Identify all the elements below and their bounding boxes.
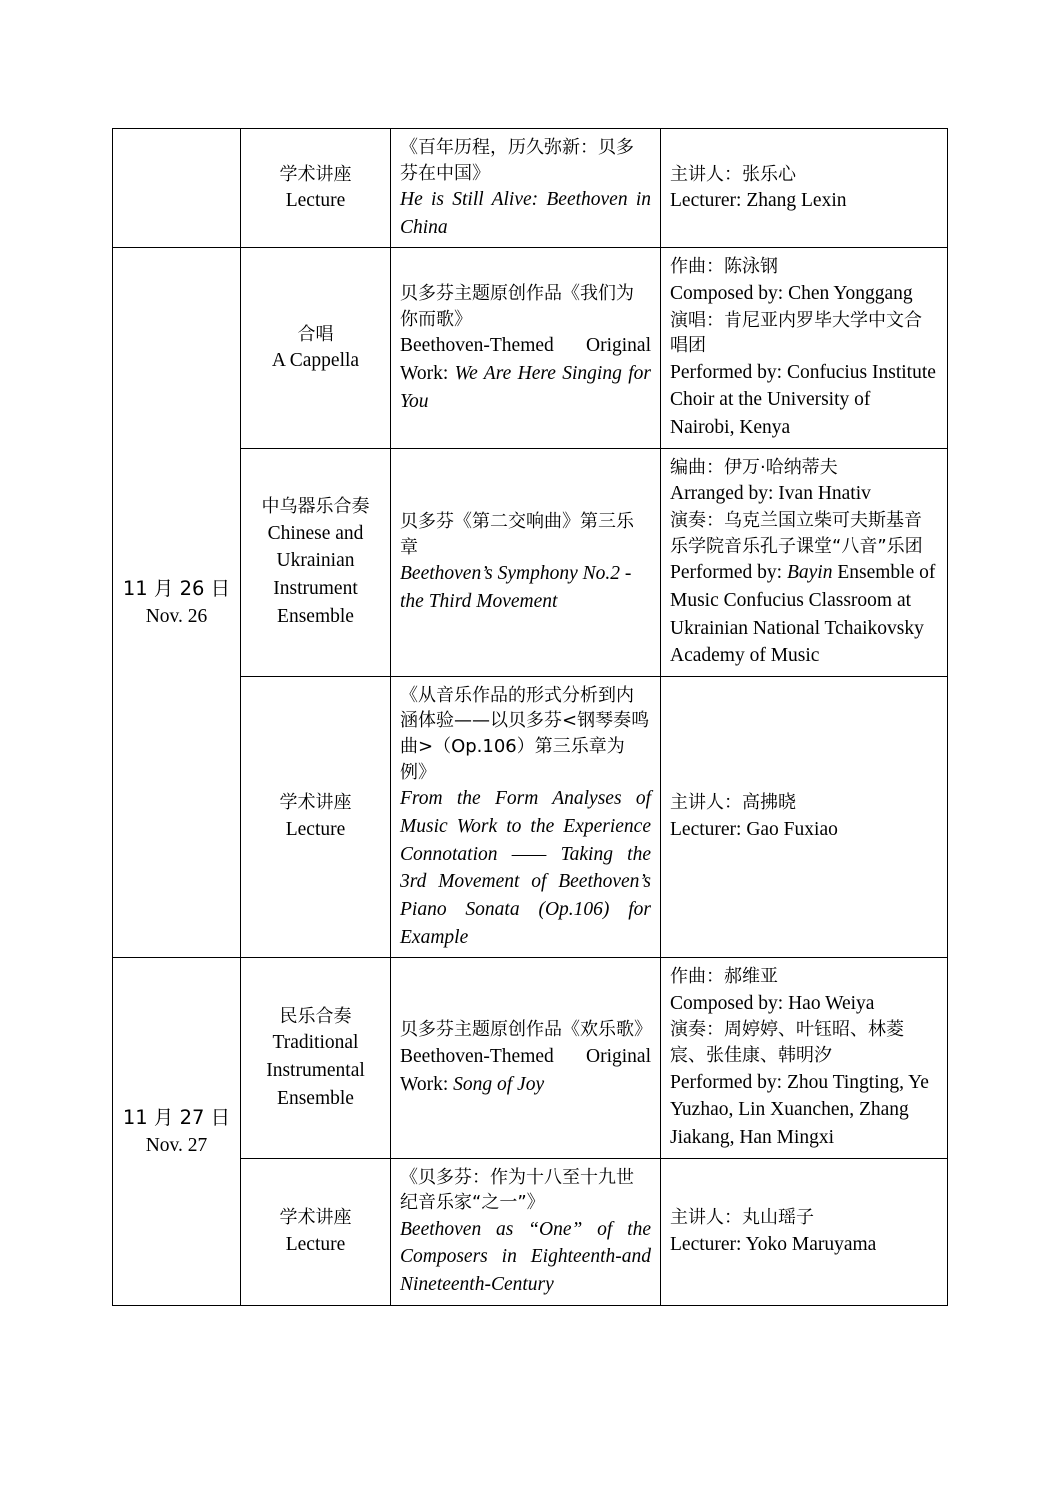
activity-type-en: Lecture (285, 1233, 346, 1255)
performed-by-cn: 演奏：乌克兰国立柴可夫斯基音乐学院音乐孔子课堂“八音”乐团 (670, 510, 923, 557)
performer-cell (661, 129, 948, 248)
title-en (400, 1043, 651, 1098)
activity-type-cn: 学术讲座 (279, 1207, 352, 1229)
performer-cn: 主讲人：张乐心 (670, 163, 796, 185)
performer-cell (661, 676, 948, 957)
title-cn: 贝多芬主题原创作品《我们为你而歌》 (400, 283, 634, 330)
activity-type-cn: 民乐合奏 (279, 1005, 352, 1027)
date-cell-nov27 (113, 958, 241, 1306)
performed-by-en (670, 559, 938, 670)
performed-by-en-prefix: Performed by: (670, 562, 787, 584)
title-en: From the Form Analyses of Music Work to the Experience Connotation —— Taking the 3rd Movement of Beethoven’s Piano Sonata (Op.106) for Example (400, 788, 651, 948)
activity-type-cell (241, 129, 391, 248)
activity-type-cn: 中乌器乐合奏 (261, 496, 370, 518)
title-en-prefix: Beethoven-Themed Original Work: (400, 335, 651, 384)
title-cell (391, 958, 661, 1158)
performed-by-en: Performed by: Zhou Tingting, Ye Yuzhao, Lin Xuanchen, Zhang Jiakang, Han Mingxi (670, 1071, 929, 1148)
date-en: Nov. 26 (145, 605, 208, 627)
lecturer-cn: 主讲人：高拂晓 (670, 792, 796, 814)
title-en-italic: Song of Joy (453, 1073, 545, 1095)
title-cell (391, 676, 661, 957)
schedule-table (112, 128, 948, 1306)
arranger-cn: 编曲：伊万·哈纳蒂夫 (670, 456, 838, 478)
activity-type-en: Lecture (285, 819, 346, 841)
performer-cell (661, 248, 948, 448)
date-cn: 11 月 27 日 (122, 1105, 231, 1129)
table-row (113, 248, 948, 448)
title-cn: 贝多芬主题原创作品《欢乐歌》 (400, 1019, 652, 1041)
activity-type-cell (241, 248, 391, 448)
title-cn: 《从音乐作品的形式分析到内涵体验——以贝多芬<钢琴奏鸣曲>（Op.106）第三乐章为例》 (400, 684, 650, 783)
activity-type-en: Traditional Instrumental Ensemble (266, 1032, 365, 1109)
title-en-prefix: Beethoven-Themed Original Work: (400, 1046, 651, 1095)
activity-type-en: Lecture (285, 190, 346, 212)
activity-type-cell (241, 448, 391, 676)
date-cn: 11 月 26 日 (122, 577, 231, 601)
table-row (113, 129, 948, 248)
title-cn: 《百年历程，历久弥新：贝多芬在中国》 (400, 137, 634, 184)
title-en: Beethoven’s Symphony No.2 - the Third Movement (400, 563, 632, 612)
activity-type-cn: 合唱 (297, 323, 334, 345)
title-en: He is Still Alive: Beethoven in China (400, 189, 651, 238)
date-en: Nov. 27 (145, 1134, 208, 1156)
performer-cell (661, 958, 948, 1158)
activity-type-en: A Cappella (271, 350, 360, 372)
performer-cell (661, 448, 948, 676)
performed-by-cn: 演唱：肯尼亚内罗毕大学中文合唱团 (670, 309, 922, 357)
title-en (400, 332, 651, 415)
table-row (113, 958, 948, 1158)
composer-en: Composed by: Hao Weiya (670, 992, 875, 1014)
activity-type-cell (241, 1158, 391, 1305)
lecturer-cn: 主讲人：丸山瑶子 (670, 1207, 814, 1229)
title-en: Beethoven as “One” of the Composers in Eighteenth-and Nineteenth-Century (400, 1218, 651, 1296)
date-cell-empty (113, 129, 241, 248)
ensemble-name-italic: Bayin (786, 562, 833, 584)
title-cell (391, 248, 661, 448)
lecturer-en: Lecturer: Yoko Maruyama (670, 1233, 877, 1255)
performer-cell (661, 1158, 948, 1305)
activity-type-en: Chinese and Ukrainian Instrument Ensemble (267, 522, 364, 627)
title-en-italic: We Are Here Singing for You (400, 362, 651, 412)
activity-type-cell (241, 958, 391, 1158)
title-cn: 《贝多芬：作为十八至十九世纪音乐家“之一”》 (400, 1166, 634, 1214)
performer-en: Lecturer: Zhang Lexin (670, 190, 847, 212)
composer-cn: 作曲：郝维亚 (670, 966, 778, 988)
date-cell-nov26 (113, 248, 241, 958)
arranger-en: Arranged by: Ivan Hnativ (670, 483, 871, 505)
performed-by-cn: 演奏：周婷婷、叶钰昭、林菱宸、张佳康、韩明汐 (670, 1019, 904, 1067)
performed-by-en-suffix: Ensemble of Music Confucius Classroom at Ukrainian National Tchaikovsky Academy of Music (670, 562, 936, 667)
activity-type-cn: 学术讲座 (279, 792, 352, 814)
activity-type-cell (241, 676, 391, 957)
composer-cn: 作曲：陈泳钢 (670, 256, 778, 278)
performed-by-en: Performed by: Confucius Institute Choir at the University of Nairobi, Kenya (670, 361, 936, 439)
title-cell (391, 448, 661, 676)
composer-en: Composed by: Chen Yonggang (670, 283, 913, 305)
lecturer-en: Lecturer: Gao Fuxiao (670, 819, 838, 841)
title-cell (391, 129, 661, 248)
title-cn: 贝多芬《第二交响曲》第三乐章 (400, 511, 634, 558)
title-cell (391, 1158, 661, 1305)
activity-type-cn: 学术讲座 (279, 163, 352, 185)
